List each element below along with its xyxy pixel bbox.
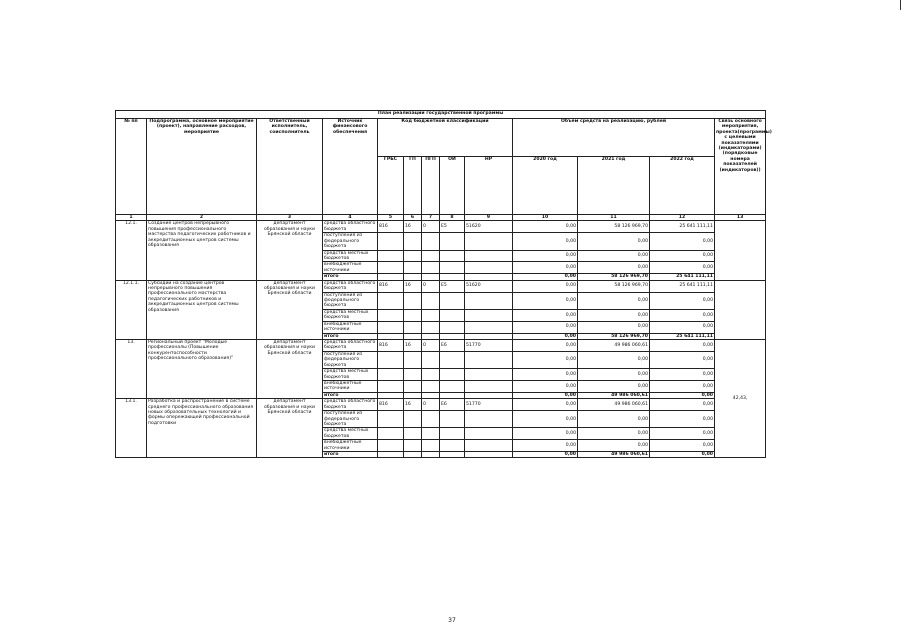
funding-source: итого (323, 392, 378, 398)
column-number: 9 (465, 215, 513, 221)
column-number: 7 (422, 215, 440, 221)
code-grbs: 816 (378, 280, 404, 292)
amount-2022: 25 641 111,11 (650, 221, 715, 233)
amount-2021: 0,00 (578, 380, 650, 392)
amount-2021: 0,00 (578, 428, 650, 440)
code-empty-cell (404, 351, 422, 368)
code-empty-cell (440, 321, 465, 333)
header-exec: Ответственный исполнитель, соисполнитель (257, 119, 323, 215)
table-caption: План реализации государственной программы (116, 111, 766, 119)
code-empty-cell (422, 262, 440, 274)
code-empty-cell (440, 380, 465, 392)
code-empty-cell (465, 452, 513, 458)
header-volume: Объём средств на реализацию, рублей (513, 119, 715, 157)
funding-source: средства областного бюджета (323, 399, 378, 411)
code-empty-cell (404, 250, 422, 262)
amount-2020: 0,00 (513, 380, 578, 392)
amount-2022: 25 641 111,11 (650, 274, 715, 280)
code-empty-cell (440, 250, 465, 262)
column-number: 6 (404, 215, 422, 221)
activity-name: Субсидии на создание центров непрерывного повышения профессионального мастерства педагогических работников и аккредитационных центров системы образования (147, 280, 257, 339)
amount-2022: 0,00 (650, 411, 715, 428)
code-empty-cell (378, 250, 404, 262)
funding-source: средства местных бюджетов (323, 428, 378, 440)
code-empty-cell (440, 292, 465, 309)
code-empty-cell (422, 380, 440, 392)
amount-2020: 0,00 (513, 292, 578, 309)
code-pgp: 0 (422, 280, 440, 292)
code-oi: Е6 (440, 339, 465, 351)
amount-2020: 0,00 (513, 452, 578, 458)
code-np: 51770 (465, 399, 513, 411)
code-gp: 16 (404, 399, 422, 411)
code-empty-cell (440, 309, 465, 321)
amount-2021: 0,00 (578, 292, 650, 309)
funding-source: поступления из федерального бюджета (323, 233, 378, 250)
amount-2021: 49 986 060,61 (578, 452, 650, 458)
page-number: 37 (448, 617, 456, 624)
header-gp: ГП (404, 157, 422, 215)
code-empty-cell (404, 411, 422, 428)
funding-source: средства местных бюджетов (323, 250, 378, 262)
executor: департамент образования и науки Брянской области (257, 399, 323, 458)
amount-2020: 0,00 (513, 339, 578, 351)
amount-2021: 58 126 969,70 (578, 333, 650, 339)
code-empty-cell (378, 321, 404, 333)
row-number: 13. (116, 339, 147, 398)
code-empty-cell (422, 233, 440, 250)
code-empty-cell (404, 452, 422, 458)
amount-2022: 0,00 (650, 380, 715, 392)
amount-2020: 0,00 (513, 321, 578, 333)
row-number: 13.1. (116, 399, 147, 458)
column-number: 2 (147, 215, 257, 221)
code-empty-cell (422, 428, 440, 440)
activity-name: Разработка и распространение в системе среднего профессионального образования новых образовательных технологий и формы опережающей профессиональной подготовки (147, 399, 257, 458)
code-pgp: 0 (422, 399, 440, 411)
code-empty-cell (404, 233, 422, 250)
amount-2021: 0,00 (578, 233, 650, 250)
column-number: 5 (378, 215, 404, 221)
executor: департамент образования и науки Брянской области (257, 280, 323, 339)
header-row-1 (116, 119, 766, 157)
amount-2021: 0,00 (578, 369, 650, 381)
row-number: 12.1. (116, 221, 147, 280)
code-empty-cell (440, 411, 465, 428)
amount-2022: 0,00 (650, 428, 715, 440)
code-empty-cell (465, 262, 513, 274)
code-empty-cell (404, 369, 422, 381)
executor: департамент образования и науки Брянской области (257, 339, 323, 398)
amount-2022: 0,00 (650, 399, 715, 411)
amount-2022: 25 641 111,11 (650, 280, 715, 292)
code-empty-cell (404, 380, 422, 392)
amount-2021: 58 126 969,70 (578, 221, 650, 233)
funding-source: средства местных бюджетов (323, 369, 378, 381)
amount-2021: 0,00 (578, 250, 650, 262)
code-empty-cell (404, 262, 422, 274)
amount-2021: 49 986 060,61 (578, 392, 650, 398)
table-row (116, 280, 766, 292)
code-empty-cell (422, 411, 440, 428)
code-empty-cell (422, 369, 440, 381)
amount-2022: 0,00 (650, 292, 715, 309)
code-empty-cell (378, 262, 404, 274)
code-empty-cell (422, 351, 440, 368)
code-empty-cell (440, 452, 465, 458)
amount-2022: 0,00 (650, 262, 715, 274)
code-np: 51770 (465, 339, 513, 351)
amount-2021: 58 126 969,70 (578, 274, 650, 280)
code-empty-cell (465, 321, 513, 333)
code-gp: 16 (404, 339, 422, 351)
code-pgp: 0 (422, 221, 440, 233)
amount-2020: 0,00 (513, 221, 578, 233)
amount-2021: 0,00 (578, 262, 650, 274)
funding-source: внебюджетные источники (323, 440, 378, 452)
column-number: 10 (513, 215, 578, 221)
table-row (116, 221, 766, 233)
code-grbs: 816 (378, 399, 404, 411)
header-2022: 2022 год (650, 157, 715, 215)
column-number: 8 (440, 215, 465, 221)
code-empty-cell (378, 440, 404, 452)
amount-2022: 0,00 (650, 351, 715, 368)
funding-source: итого (323, 452, 378, 458)
header-oi: ОИ (440, 157, 465, 215)
amount-2020: 0,00 (513, 250, 578, 262)
code-empty-cell (465, 380, 513, 392)
header-grbs: ГРБС (378, 157, 404, 215)
header-2020: 2020 год (513, 157, 578, 215)
amount-2022: 0,00 (650, 440, 715, 452)
header-pgp: ПГП (422, 157, 440, 215)
code-empty-cell (378, 369, 404, 381)
funding-source: внебюджетные источники (323, 262, 378, 274)
funding-source: итого (323, 333, 378, 339)
funding-source: внебюджетные источники (323, 321, 378, 333)
amount-2020: 0,00 (513, 274, 578, 280)
amount-2020: 0,00 (513, 280, 578, 292)
code-empty-cell (422, 440, 440, 452)
column-number: 13 (715, 215, 766, 221)
amount-2021: 49 986 060,61 (578, 399, 650, 411)
indicator-link: 42,43, (715, 339, 766, 458)
code-oi: Е5 (440, 280, 465, 292)
header-num: № пп (116, 119, 147, 215)
amount-2020: 0,00 (513, 233, 578, 250)
code-gp: 16 (404, 221, 422, 233)
code-empty-cell (440, 428, 465, 440)
header-np: НР (465, 157, 513, 215)
amount-2020: 0,00 (513, 440, 578, 452)
code-np: 51620 (465, 221, 513, 233)
amount-2022: 0,00 (650, 250, 715, 262)
amount-2020: 0,00 (513, 369, 578, 381)
funding-source: поступления из федерального бюджета (323, 411, 378, 428)
amount-2020: 0,00 (513, 399, 578, 411)
code-grbs: 816 (378, 221, 404, 233)
amount-2021: 0,00 (578, 309, 650, 321)
code-np: 51620 (465, 280, 513, 292)
table-row (116, 399, 766, 411)
code-empty-cell (378, 411, 404, 428)
code-oi: Е6 (440, 399, 465, 411)
code-empty-cell (404, 292, 422, 309)
amount-2021: 0,00 (578, 351, 650, 368)
funding-source: средства областного бюджета (323, 221, 378, 233)
funding-source: средства местных бюджетов (323, 309, 378, 321)
amount-2020: 0,00 (513, 309, 578, 321)
code-empty-cell (422, 292, 440, 309)
funding-source: внебюджетные источники (323, 380, 378, 392)
amount-2020: 0,00 (513, 392, 578, 398)
funding-source: поступления из федерального бюджета (323, 292, 378, 309)
code-empty-cell (440, 233, 465, 250)
funding-source: средства областного бюджета (323, 280, 378, 292)
amount-2022: 0,00 (650, 233, 715, 250)
header-name: Подпрограмма, основное мероприятие (проект), направление расходов, мероприятие (147, 119, 257, 215)
amount-2021: 0,00 (578, 440, 650, 452)
code-empty-cell (465, 411, 513, 428)
code-empty-cell (404, 309, 422, 321)
indicator-link-empty (715, 221, 766, 280)
amount-2021: 49 986 060,61 (578, 339, 650, 351)
row-number: 12.1.1. (116, 280, 147, 339)
executor: департамент образования и науки Брянской области (257, 221, 323, 280)
code-empty-cell (465, 233, 513, 250)
amount-2021: 58 126 969,70 (578, 280, 650, 292)
column-number: 1 (116, 215, 147, 221)
code-empty-cell (465, 428, 513, 440)
indicator-link-empty (715, 280, 766, 339)
code-empty-cell (422, 250, 440, 262)
amount-2022: 0,00 (650, 369, 715, 381)
code-empty-cell (440, 440, 465, 452)
code-pgp: 0 (422, 339, 440, 351)
code-gp: 16 (404, 280, 422, 292)
column-number: 12 (650, 215, 715, 221)
code-empty-cell (422, 321, 440, 333)
column-number: 4 (323, 215, 378, 221)
scan-edge-mark (900, 0, 901, 10)
amount-2020: 0,00 (513, 262, 578, 274)
amount-2021: 0,00 (578, 411, 650, 428)
column-number: 3 (257, 215, 323, 221)
code-empty-cell (465, 292, 513, 309)
code-empty-cell (465, 440, 513, 452)
activity-name: Региональный проект "Молодые профессионалы (Повышение конкурентоспособности профессионального образования)" (147, 339, 257, 398)
amount-2020: 0,00 (513, 411, 578, 428)
code-empty-cell (378, 233, 404, 250)
amount-2022: 0,00 (650, 339, 715, 351)
amount-2020: 0,00 (513, 333, 578, 339)
code-oi: Е5 (440, 221, 465, 233)
funding-source: итого (323, 274, 378, 280)
code-empty-cell (378, 351, 404, 368)
amount-2022: 25 641 111,11 (650, 333, 715, 339)
code-empty-cell (465, 250, 513, 262)
code-empty-cell (378, 452, 404, 458)
code-empty-cell (440, 351, 465, 368)
amount-2020: 0,00 (513, 351, 578, 368)
code-grbs: 816 (378, 339, 404, 351)
header-2021: 2021 год (578, 157, 650, 215)
code-empty-cell (422, 309, 440, 321)
amount-2020: 0,00 (513, 428, 578, 440)
code-empty-cell (404, 440, 422, 452)
code-empty-cell (440, 262, 465, 274)
code-empty-cell (440, 369, 465, 381)
table-row (116, 339, 766, 351)
funding-source: средства областного бюджета (323, 339, 378, 351)
plan-table (115, 110, 772, 458)
code-empty-cell (378, 292, 404, 309)
caption-row (116, 111, 766, 119)
header-source: Источник финансового обеспечения (323, 119, 378, 215)
code-empty-cell (378, 428, 404, 440)
code-empty-cell (465, 369, 513, 381)
funding-source: поступления из федерального бюджета (323, 351, 378, 368)
column-number: 11 (578, 215, 650, 221)
header-link: Связь основного мероприятия, проекта(программы) с целевыми показателями (индикаторами) (порядковые номера показателей (индикаторов)) (715, 119, 766, 215)
amount-2022: 0,00 (650, 452, 715, 458)
code-empty-cell (378, 380, 404, 392)
amount-2021: 0,00 (578, 321, 650, 333)
code-empty-cell (465, 351, 513, 368)
code-empty-cell (465, 309, 513, 321)
header-kbk: Код бюджетной классификации (378, 119, 513, 157)
code-empty-cell (422, 452, 440, 458)
amount-2022: 0,00 (650, 309, 715, 321)
amount-2022: 0,00 (650, 392, 715, 398)
amount-2022: 0,00 (650, 321, 715, 333)
code-empty-cell (378, 309, 404, 321)
code-empty-cell (404, 321, 422, 333)
activity-name: Создание центров непрерывного повышения профессионального мастерства педагогических работников и аккредитационных центров системы образования (147, 221, 257, 280)
code-empty-cell (404, 428, 422, 440)
